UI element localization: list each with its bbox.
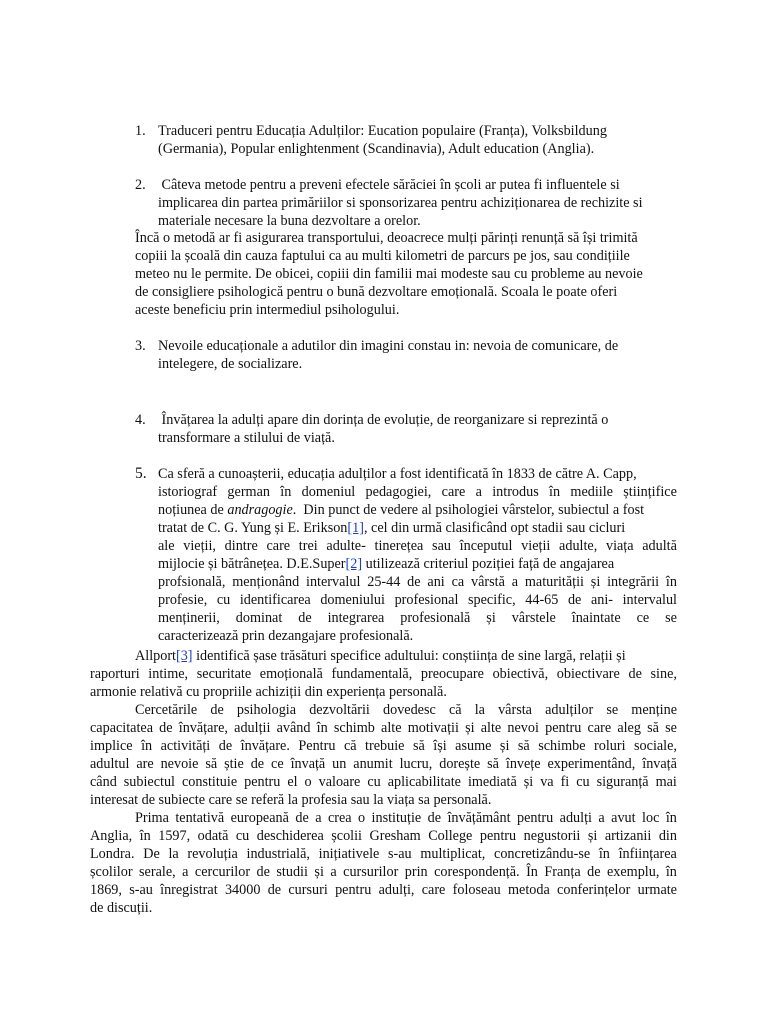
paragraph-line <box>90 827 677 845</box>
word: în <box>665 574 677 590</box>
word: tinerețea <box>374 538 424 554</box>
word: înființarea <box>618 846 677 862</box>
line-text: , cel din urmă clasificând opt stadii sau cicluri <box>363 520 626 536</box>
word: să <box>487 756 499 772</box>
word: odată <box>197 828 229 844</box>
word: știe <box>224 756 244 772</box>
word: a <box>182 864 189 880</box>
word: de <box>159 720 173 736</box>
word: implice <box>90 738 133 754</box>
word: istoriograf <box>158 484 218 500</box>
word: vieții <box>521 538 551 554</box>
word: intime, <box>148 666 189 682</box>
word: a <box>330 864 337 880</box>
paragraph-line <box>90 845 677 863</box>
list-item-5-line <box>158 501 677 519</box>
list-item-5-line <box>158 573 677 591</box>
list-item-2-line: Câteva metode pentru a preveni efectele sărăciei în școli ar putea fi influentele si <box>158 177 620 193</box>
word: adulții <box>234 720 271 736</box>
word: exemplu, <box>606 864 660 880</box>
word: un <box>332 756 347 772</box>
list-number-5: 5. <box>135 465 147 482</box>
word: maturității <box>524 574 584 590</box>
word: dintre <box>224 538 258 554</box>
paragraph-line <box>90 881 677 899</box>
word: subiectul <box>123 774 175 790</box>
word: intervalul <box>622 592 677 608</box>
word: raporturi <box>90 666 140 682</box>
word: domeniului <box>320 592 385 608</box>
word: ce <box>636 610 650 626</box>
word: se <box>606 702 619 718</box>
word: de <box>267 882 282 898</box>
word: adultul <box>90 756 130 772</box>
andragogie-term: andragogie <box>227 502 293 518</box>
word: serale, <box>139 864 176 880</box>
word: învață <box>642 756 677 772</box>
word: în <box>139 828 151 844</box>
line-text: utilizează criteriul poziției față de angajarea <box>362 556 615 572</box>
word: învățare, <box>178 720 228 736</box>
word: de <box>218 738 233 754</box>
word: și <box>587 828 598 844</box>
list-item-4-line: Învățarea la adulți apare din dorința de evoluție, de reorganizare si reprezintă o <box>158 412 609 428</box>
word: prin <box>404 864 428 880</box>
word: schimbe <box>538 738 586 754</box>
word: pentru <box>479 828 517 844</box>
word: instituție <box>371 810 422 826</box>
list-item-5-line <box>158 465 677 483</box>
word: profesie, <box>158 592 208 608</box>
word: pentru <box>545 720 582 736</box>
word: artizanii <box>604 828 652 844</box>
word: școlii <box>331 828 362 844</box>
word: învățământ <box>447 810 511 826</box>
word: College <box>428 828 473 844</box>
paragraph-line <box>90 737 677 755</box>
word: profsională, <box>158 574 226 590</box>
word: crea <box>327 810 352 826</box>
word: pentru <box>516 810 554 826</box>
word: o <box>304 774 312 790</box>
word: la <box>474 702 485 718</box>
word: psihologia <box>236 702 297 718</box>
paragraph-line <box>90 863 677 881</box>
word: Pentru <box>298 738 336 754</box>
word: europeană <box>230 810 289 826</box>
word: să <box>412 738 425 754</box>
list-item-1-line: Traduceri pentru Educația Adulților: Eucation populaire (Franța), Volksbildung <box>158 123 607 139</box>
word: mai <box>655 774 677 790</box>
paragraph-line: aceste beneficiu prin intermediul psihologului. <box>135 302 400 318</box>
word: și <box>486 610 496 626</box>
word: lucru, <box>399 756 433 772</box>
word: adulți <box>559 810 592 826</box>
list-item-5-line: caracterizează prin dezangajare profesională. <box>158 628 414 644</box>
word: de <box>628 666 642 682</box>
word: înaintate <box>571 610 621 626</box>
word: dezvoltării <box>309 702 370 718</box>
word: Prima <box>135 810 169 826</box>
word: din <box>658 828 677 844</box>
word: industrială, <box>246 846 310 862</box>
word: profesional <box>394 592 459 608</box>
word: Londra. <box>90 846 135 862</box>
word: în <box>665 810 677 826</box>
word: deschiderea <box>256 828 324 844</box>
footnote-link-1[interactable]: [1] <box>347 520 364 536</box>
word: viața <box>605 538 634 554</box>
word: integrarea <box>327 610 385 626</box>
line-text: mijlocie și bătrânețea. D.E.Super <box>158 556 346 572</box>
word: își <box>433 738 447 754</box>
list-item-2-line: materiale necesare la buna dezvoltare a orelor. <box>158 213 421 229</box>
word: să <box>647 720 659 736</box>
list-number-1: 1. <box>135 123 146 139</box>
word: în <box>280 484 292 500</box>
word: 25-44 <box>367 574 401 590</box>
word: tentativă <box>175 810 225 826</box>
line-text: . Din punct de vedere al psihologiei vârstelor, subiectul a fost <box>292 502 645 518</box>
word: motivații <box>407 720 459 736</box>
word: cu <box>235 828 250 844</box>
word: intervalul <box>306 574 361 590</box>
word: sine, <box>650 666 677 682</box>
word: care <box>441 484 466 500</box>
word: că <box>448 702 462 718</box>
word: adulte- <box>326 538 366 554</box>
word: introdus <box>492 484 539 500</box>
word: școlilor <box>90 864 133 880</box>
paragraph-line: de discuții. <box>90 900 153 916</box>
paragraph-line <box>90 719 677 737</box>
paragraph-line <box>135 647 677 665</box>
word: 34000 <box>224 882 261 898</box>
paragraph-line: interesat de subiecte care se referă la profesia sau la viața sa personală. <box>90 792 492 808</box>
word: în <box>141 738 153 754</box>
word: inițiativele <box>318 846 380 862</box>
line-text: tratat de C. G. Yung și E. Erikson <box>158 520 348 536</box>
line-text: Allport <box>135 648 176 664</box>
word: vârsta <box>498 702 532 718</box>
word: de <box>407 574 421 590</box>
word: multiplicat, <box>420 846 486 862</box>
paragraph-line: Încă o metodă ar fi asigurarea transportului, deoacrece mulți părinți renunță să își trimită <box>135 230 638 246</box>
word: științifice <box>623 484 677 500</box>
list-number-3: 3. <box>135 338 146 354</box>
word: învață <box>290 756 326 772</box>
word: să <box>205 756 218 772</box>
word: valoare <box>318 774 361 790</box>
word: a <box>511 574 519 590</box>
word: alte <box>480 720 502 736</box>
word: s-au <box>129 882 153 898</box>
word: adulți, <box>378 882 415 898</box>
word: 1597, <box>158 828 191 844</box>
word: alte <box>381 720 402 736</box>
word: avut <box>611 810 636 826</box>
word: se <box>665 610 677 626</box>
word: fi <box>560 774 570 790</box>
word: domeniul <box>301 484 356 500</box>
paragraph-line: de consigliere psihologică pentru o bună dezvoltare emoțională. Scoala le poate oferi <box>135 284 618 300</box>
word: în <box>549 484 561 500</box>
word: concretizându-se <box>494 846 591 862</box>
word: pentru <box>335 882 372 898</box>
word: se <box>665 720 677 736</box>
word: care <box>266 538 291 554</box>
word: ani <box>427 574 445 590</box>
word: cercurilor <box>194 864 251 880</box>
word: aleg <box>617 720 641 736</box>
word: constituie <box>181 774 238 790</box>
word: aplicabilitate <box>387 774 461 790</box>
word: metoda <box>508 882 550 898</box>
word: obiectivare <box>556 666 620 682</box>
word: și <box>499 738 510 754</box>
list-item-2-line: implicarea din partea primăriilor si sponsorizarea pentru achiziționarea de rechizite si <box>158 195 643 211</box>
word: cu <box>216 592 231 608</box>
word: cursurilor <box>343 864 399 880</box>
line-segment <box>158 501 644 519</box>
paragraph-line: meteo nu le permite. De obicei, copiii din familii mai modeste sau cu probleme au nevoie <box>135 266 643 282</box>
word: adultă <box>642 538 677 554</box>
list-number-2: 2. <box>135 177 146 193</box>
paragraph-line <box>135 809 677 827</box>
word: dovedesc <box>383 702 436 718</box>
word: revoluția <box>187 846 238 862</box>
word: securitate <box>196 666 252 682</box>
word: adulților <box>545 702 594 718</box>
footnote-link-2[interactable]: [2] <box>345 556 363 572</box>
word: cu <box>367 774 381 790</box>
word: cu <box>576 774 590 790</box>
word: De <box>143 846 160 862</box>
footnote-link-3[interactable]: [3] <box>175 648 193 664</box>
word: asume <box>455 738 492 754</box>
word: specific, <box>467 592 516 608</box>
word: și <box>590 574 601 590</box>
word: să <box>517 738 530 754</box>
word: activități <box>160 738 211 754</box>
paragraph-line <box>135 701 677 719</box>
word: de <box>567 592 582 608</box>
word: care <box>587 720 612 736</box>
list-item-1-line: (Germania), Popular enlightenment (Scandinavia), Adult education (Anglia). <box>158 141 595 157</box>
word: de <box>587 864 601 880</box>
word: corespondență. <box>434 864 520 880</box>
word: Franța <box>544 864 581 880</box>
word: Anglia, <box>90 828 133 844</box>
word: are <box>136 756 154 772</box>
word: emoțională <box>259 666 323 682</box>
word: 1869, <box>90 882 122 898</box>
word: înregistrat <box>160 882 218 898</box>
word: învățare. <box>240 738 290 754</box>
word: trebuie <box>365 738 405 754</box>
list-item-3-line: intelegere, de socializare. <box>158 356 303 372</box>
word: menține <box>631 702 677 718</box>
word: schimb <box>333 720 375 736</box>
word: va <box>540 774 554 790</box>
word: și <box>314 864 324 880</box>
word: adulte, <box>559 538 598 554</box>
word: menținerii, <box>158 610 220 626</box>
word: de <box>256 864 270 880</box>
list-item-5-line <box>158 483 677 501</box>
word: a <box>475 484 482 500</box>
word: urmate <box>637 882 677 898</box>
word: obiectivă, <box>492 666 549 682</box>
paragraph-line <box>90 665 677 683</box>
word: în <box>316 720 328 736</box>
word: trei <box>298 538 318 554</box>
word: a <box>315 810 322 826</box>
line-text: identifică șase trăsături specifice adultului: conștiința de sine largă, relații și <box>192 648 626 664</box>
list-item-5-line <box>158 519 677 537</box>
word: și <box>465 720 475 736</box>
word: având <box>276 720 311 736</box>
word: german <box>227 484 270 500</box>
word: de <box>427 810 442 826</box>
word: el <box>287 774 298 790</box>
word: dorește <box>439 756 481 772</box>
word: foloseau <box>452 882 501 898</box>
word: fundamentală, <box>331 666 413 682</box>
word: sociale, <box>634 738 677 754</box>
word: preocupare <box>420 666 484 682</box>
list-number-4: 4. <box>135 412 146 428</box>
word: învețe <box>505 756 541 772</box>
word: profesională <box>400 610 471 626</box>
list-item-5-line <box>158 609 677 627</box>
word: anumit <box>353 756 393 772</box>
list-item-5-line <box>158 591 677 609</box>
word: experimentând, <box>547 756 636 772</box>
word: dominat <box>235 610 283 626</box>
word: ce <box>271 756 284 772</box>
word: ca <box>451 574 465 590</box>
list-item-4-line: transformare a stilului de viață. <box>158 430 335 446</box>
word: că <box>343 738 357 754</box>
word: integrării <box>607 574 660 590</box>
paragraph-line: armonie relativă cu propriile achiziții din experiența personală. <box>90 684 447 700</box>
paragraph-line <box>90 773 677 791</box>
word: siguranță <box>596 774 649 790</box>
word: care <box>421 882 446 898</box>
word: și <box>523 774 534 790</box>
word: ale <box>158 538 175 554</box>
paragraph-line <box>90 755 677 773</box>
word: de <box>298 610 312 626</box>
word: s-au <box>388 846 412 862</box>
list-item-5-line <box>158 537 677 555</box>
word: de <box>210 702 224 718</box>
list-item-3-line: Nevoile educaționale a adutilor din imagini constau in: nevoia de comunicare, de <box>158 338 619 354</box>
list-item-5-line <box>158 555 677 573</box>
word: 44-65 <box>525 592 559 608</box>
word: În <box>526 864 538 880</box>
paragraph-line: copiii la școală din cauza faptului ca au multi kilometri de parcurs pe jos, sau condițiile <box>135 248 630 264</box>
word: pentru <box>244 774 281 790</box>
word: negustorii <box>523 828 581 844</box>
word: menționând <box>232 574 300 590</box>
word: nevoi <box>507 720 539 736</box>
word: începutul <box>459 538 513 554</box>
word: Gresham <box>369 828 421 844</box>
word: sau <box>432 538 451 554</box>
word: în <box>598 846 610 862</box>
word: loc <box>642 810 660 826</box>
word: nevoie <box>160 756 199 772</box>
word: o <box>358 810 366 826</box>
word: conferințelor <box>557 882 631 898</box>
word: imediată <box>467 774 517 790</box>
word: la <box>168 846 179 862</box>
word: pedagogiei, <box>365 484 432 500</box>
word: roluri <box>594 738 626 754</box>
word: vieții, <box>183 538 216 554</box>
word: identificarea <box>239 592 311 608</box>
word: de <box>250 756 265 772</box>
word: Cercetările <box>135 702 198 718</box>
word: ani- <box>590 592 614 608</box>
word: când <box>90 774 117 790</box>
word: studii <box>276 864 308 880</box>
word: cursuri <box>288 882 328 898</box>
word: vârstă <box>471 574 505 590</box>
word: în <box>665 864 677 880</box>
word: vârstele <box>511 610 556 626</box>
line-text: Ca sferă a cunoașterii, educația adulților a fost identificată în 1833 de către A. Capp, <box>158 466 637 482</box>
word: de <box>295 810 309 826</box>
word: capacitatea <box>90 720 153 736</box>
line-text: noțiunea de <box>158 502 228 518</box>
word: a <box>598 810 605 826</box>
word: mediile <box>570 484 613 500</box>
